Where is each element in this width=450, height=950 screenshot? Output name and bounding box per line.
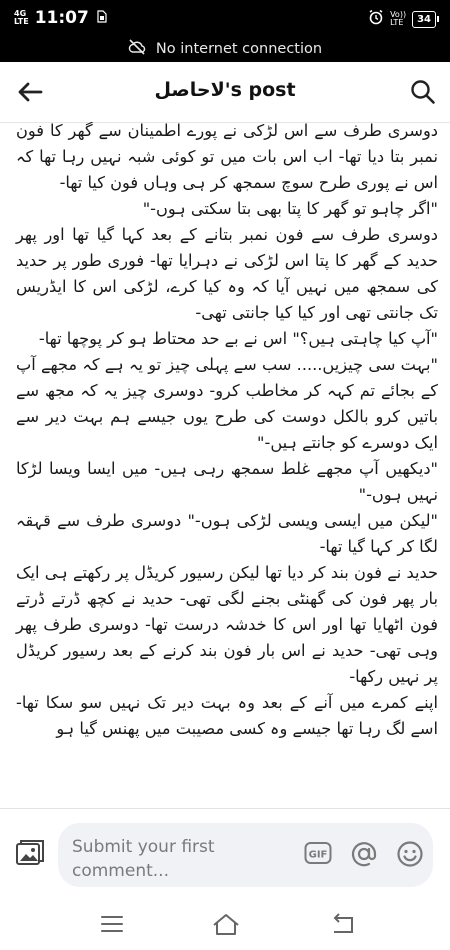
post-paragraph: "بہت سی چیزیں..... سب سے پہلی چیز تو یہ ہے کہ مجھے آپ کے بجائے تم کہہ کر مخاطب کرو- دوسری چیز یہ کہ مجھ سے باتیں کرو بالکل دوست کی طرح یوں جیسے ہم بہت دیر سے ایک دوسرے کو جانتے ہیں-" bbox=[16, 355, 438, 452]
post-paragraph: "اگر چاہو تو گھر کا پتا بھی بتا سکتی ہوں-" bbox=[142, 199, 438, 218]
status-right bbox=[368, 9, 436, 29]
photo-icon[interactable] bbox=[14, 837, 46, 869]
status-bar bbox=[0, 0, 450, 36]
system-nav-bar bbox=[0, 900, 450, 950]
status-left bbox=[14, 8, 107, 28]
menu-icon[interactable] bbox=[100, 914, 124, 934]
volte-indicator bbox=[390, 11, 406, 27]
sim-icon bbox=[97, 10, 107, 27]
at-icon[interactable] bbox=[350, 840, 378, 868]
post-paragraph: "آپ کیا چاہتی ہیں؟" اس نے بے حد محتاط ہو کر پوچھا تھا- bbox=[38, 329, 438, 348]
connection-text: No internet connection bbox=[155, 41, 323, 57]
network-indicator bbox=[14, 10, 29, 26]
battery-indicator: 34 bbox=[412, 11, 436, 28]
comment-input[interactable] bbox=[58, 823, 433, 887]
network-subtype: LTE bbox=[14, 17, 29, 26]
post-paragraph: "دیکھیں آپ مجھے غلط سمجھ رہی ہیں- میں ایسا ویسا لڑکا نہیں ہوں-" bbox=[16, 459, 438, 504]
comment-composer bbox=[0, 808, 450, 901]
volte-top: Vo)) bbox=[390, 10, 407, 19]
post-paragraph: اپنے کمرے میں آنے کے بعد وہ بہت دیر تک نہیں سو سکا تھا- اسے لگ رہا تھا جیسے وہ کسی مصیبت میں پھنس گیا ہو bbox=[16, 693, 438, 738]
page-title: لاحاصل's post bbox=[154, 79, 296, 101]
post-header bbox=[0, 62, 450, 123]
network-type: 4G bbox=[14, 9, 27, 18]
alarm-icon bbox=[368, 9, 384, 29]
comment-placeholder[interactable]: Submit your first comment... bbox=[72, 837, 215, 881]
post-body bbox=[0, 122, 450, 742]
emoji-icon[interactable] bbox=[396, 840, 424, 868]
home-icon[interactable] bbox=[211, 912, 241, 936]
cloud-off-icon bbox=[128, 39, 146, 59]
connection-banner bbox=[0, 36, 450, 62]
back-icon[interactable] bbox=[330, 913, 356, 935]
gif-label: GIF bbox=[308, 849, 328, 861]
post-paragraph: "لیکن میں ایسی ویسی لڑکی ہوں-" دوسری طرف سے قہقہ لگا کر کہا گیا تھا- bbox=[16, 511, 438, 556]
post-paragraph: حدید نے فون بند کر دیا تھا لیکن رسیور کریڈل پر رکھتے ہی ایک بار پھر فون کی گھنٹی بجنے لگی تھی- حدید نے کچھ ڈرتے ڈرتے فون اٹھایا تھا اور اس کا خدشہ درست تھا- دوسری طرف پھر وہی تھی- حدید نے اس بار فون بند کرنے کے بعد رسیور کریڈل پر نہیں رکھا- bbox=[16, 563, 438, 686]
post-paragraph: دوسری طرف سے اس لڑکی نے پورے اطمینان سے گھر کا فون نمبر بتا دیا تھا- اب اس بات میں تو کوئی شبہ نہیں رہا تھا کہ اس نے پوری طرح سوچ سمجھ کر ہی وہاں فون کیا تھا- bbox=[16, 122, 438, 192]
volte-bottom: LTE bbox=[390, 18, 404, 27]
search-icon[interactable] bbox=[410, 79, 436, 105]
post-paragraph: دوسری طرف سے فون نمبر بتانے کے بعد کہا گیا تھا اور پھر حدید کے گھر کا پتا اس لڑکی نے دہرایا تھا- فوری طور پر حدید کی سمجھ میں نہیں آیا کہ وہ کیا کرے، لڑکی اس کا ایڈریس تک جانتی تھی اور کیا کیا جانتی تھی- bbox=[16, 225, 438, 322]
gif-icon[interactable] bbox=[304, 841, 332, 865]
clock: 11:07 bbox=[34, 8, 89, 28]
post-content bbox=[0, 122, 450, 808]
